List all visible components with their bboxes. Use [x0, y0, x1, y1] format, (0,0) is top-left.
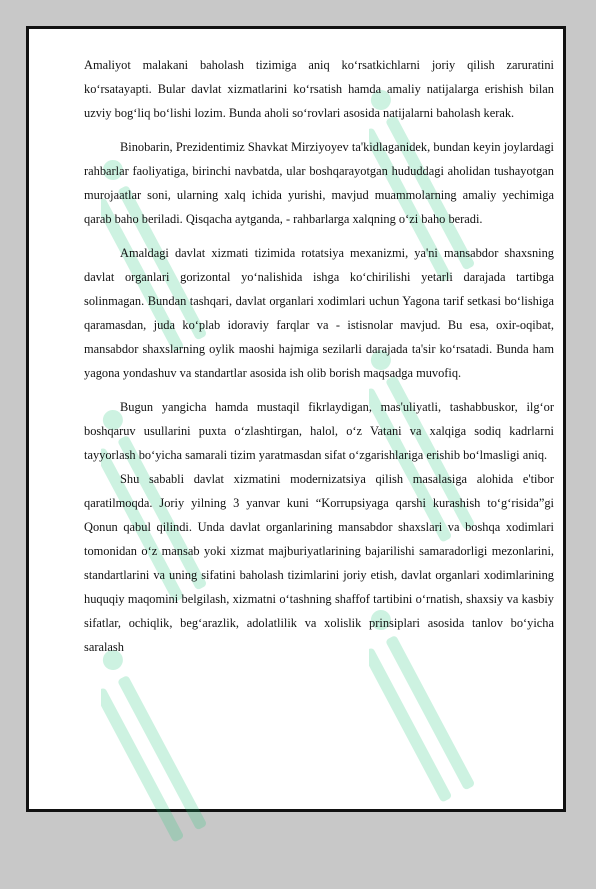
paragraph: Shu sababli davlat xizmatini modernizatsiya qilish masalasiga alohida e'tibor qaratilmoqda. Joriy yilning 3 yanvar kuni “Korrupsiyaga qarshi kurashish to‘g‘risida”gi Qonun qabul qilindi. Unda davlat organlarining mansabdor shaxslari va boshqa xodimlari tomonidan o‘z mansab yoki xizmat majburiyatlarining bajarilishi samaradorligi mezonlarini, standartlarini va uning sifatini baholash tizimlarini joriy etish, davlat organlari xodimlarining huquqiy maqomini belgilash, xizmatni o‘tashning shaffof tartibini o‘rnatish, shaxsiy va kasbiy sifatlar, ochiqlik, beg‘arazlik, adolatlilik va xolislik prinsiplari asosida tanlov bo‘yicha saralash — [84, 472, 554, 654]
paragraph: Binobarin, Prezidentimiz Shavkat Mirziyoyev ta'kidlaganidek, bundan keyin joylardagi rahbarlar faoliyatiga, birinchi navbatda, ular boshqarayotgan hududdagi aholidan tushayotgan murojaatlar soni, ularning xalq ichida yurishi, mavjud muammolarning amaliy yechimiga qarab baho beriladi. Qisqacha aytganda, - rahbarlarga xalqning o‘zi baho beradi. — [84, 140, 554, 226]
paragraph: Amaliyot malakani baholash tizimiga aniq ko‘rsatkichlarni joriy qilish zaruratini ko‘rsatayapti. Bular davlat xizmatlarini ko‘rsatish hamda amaliy natijalarga erishish bilan uzviy bog‘liq bo‘lishi lozim. Bunda aholi so‘rovlari asosida natijalarni baholash kerak. — [84, 58, 554, 120]
watermark-logo-icon — [101, 629, 221, 889]
paragraph: Amaldagi davlat xizmati tizimida rotatsiya mexanizmi, ya'ni mansabdor shaxsning davlat organlari gorizontal yo‘nalishida ishga ko‘chirilishi yetarli darajada tartibga solinmagan. Bundan tashqari, davlat organlari xodimlari uchun Yagona tarif setkasi bo‘lishiga qaramasdan, juda ko‘plab idoraviy farqlar va - istisnolar mavjud. Bu esa, oxir-oqibat, mansabdor shaxslarning oylik maoshi hajmiga sezilarli darajada ta'sir ko‘rsatadi. Bunda ham yagona yondashuv va standartlar asosida ish olib borish maqsadga muvofiq. — [84, 246, 554, 380]
document-text — [84, 53, 554, 659]
paragraph: Bugun yangicha hamda mustaqil fikrlaydigan, mas'uliyatli, tashabbuskor, ilg‘or boshqaruv usullarini puxta o‘zlashtirgan, halol, o‘z Vatani va xalqiga sodiq kadrlarni tayyorlash bo‘yicha samarali tizim yaratmasdan sifat o‘zgarishlariga erishib bo‘lmasligi aniq. — [84, 400, 554, 462]
